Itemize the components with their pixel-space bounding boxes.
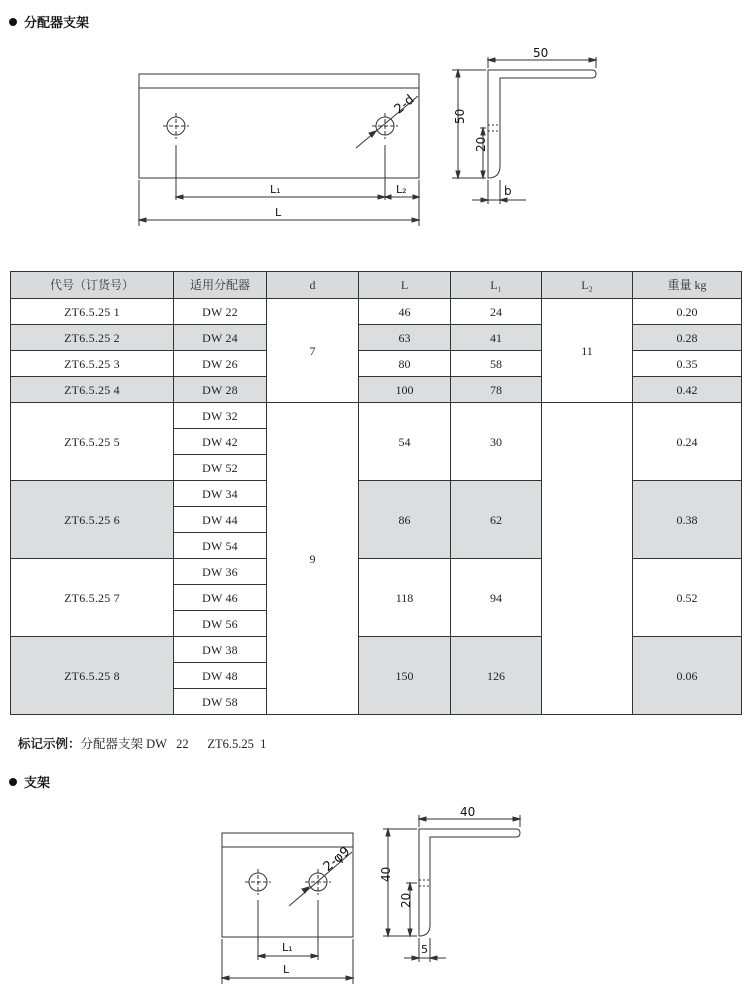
table-row xyxy=(11,559,742,585)
code-cell: ZT6.5.25 4 xyxy=(11,377,174,403)
l1-cell: 62 xyxy=(451,481,542,559)
model-cell: DW 44 xyxy=(174,507,267,533)
side-view-angle xyxy=(488,70,596,178)
weight-cell: 0.24 xyxy=(633,403,742,481)
section-heading-bracket xyxy=(9,12,89,31)
side-thickness-dim: b xyxy=(504,184,512,198)
model-cell: DW 42 xyxy=(174,429,267,455)
table-row xyxy=(11,377,742,403)
l-cell: 118 xyxy=(359,559,451,637)
code-cell: ZT6.5.25 2 xyxy=(11,325,174,351)
model-cell: DW 46 xyxy=(174,585,267,611)
side-height-dim: 40 xyxy=(379,866,393,882)
model-cell: DW 22 xyxy=(174,299,267,325)
header-l: L xyxy=(359,272,451,299)
model-cell: DW 58 xyxy=(174,689,267,715)
weight-cell: 0.42 xyxy=(633,377,742,403)
table-row xyxy=(11,299,742,325)
side-thickness-dim: 5 xyxy=(421,943,428,956)
d-cell: 9 xyxy=(267,403,359,715)
model-cell: DW 56 xyxy=(174,611,267,637)
table-header-row xyxy=(11,272,742,299)
header-model: 适用分配器 xyxy=(174,272,267,299)
header-l2: L₂ xyxy=(542,272,633,299)
model-cell: DW 52 xyxy=(174,455,267,481)
model-cell: DW 54 xyxy=(174,533,267,559)
dim-l2-label: L₂ xyxy=(396,183,407,196)
hole-label: 2-d xyxy=(391,92,418,118)
l1-cell: 24 xyxy=(451,299,542,325)
l-cell: 63 xyxy=(359,325,451,351)
code-cell: ZT6.5.25 3 xyxy=(11,351,174,377)
marking-text: 分配器支架 DW 22 ZT6.5.25 1 xyxy=(80,737,267,751)
model-cell: DW 48 xyxy=(174,663,267,689)
weight-cell: 0.52 xyxy=(633,559,742,637)
hole-label: 2-φ9 xyxy=(320,844,354,875)
section-heading-support xyxy=(9,772,50,791)
code-cell: ZT6.5.25 1 xyxy=(11,299,174,325)
l1-cell: 94 xyxy=(451,559,542,637)
header-l1: L₁ xyxy=(451,272,542,299)
weight-cell: 0.06 xyxy=(633,637,742,715)
model-cell: DW 36 xyxy=(174,559,267,585)
section-title: 支架 xyxy=(24,776,51,791)
side-view-angle xyxy=(419,829,520,936)
side-height-dim: 50 xyxy=(453,108,467,124)
model-cell: DW 28 xyxy=(174,377,267,403)
side-hole-dim: 20 xyxy=(474,136,488,152)
model-cell: DW 32 xyxy=(174,403,267,429)
l1-cell: 41 xyxy=(451,325,542,351)
marking-example xyxy=(18,734,266,752)
header-d: d xyxy=(267,272,359,299)
l-cell: 80 xyxy=(359,351,451,377)
dim-l-label: L xyxy=(283,963,290,976)
code-cell: ZT6.5.25 8 xyxy=(11,637,174,715)
side-hole-dim: 20 xyxy=(399,892,413,908)
weight-cell: 0.28 xyxy=(633,325,742,351)
section-title: 分配器支架 xyxy=(24,16,90,31)
table-row xyxy=(11,351,742,377)
l1-cell: 58 xyxy=(451,351,542,377)
model-cell: DW 34 xyxy=(174,481,267,507)
header-code: 代号（订货号） xyxy=(11,272,174,299)
dim-l1-label: L₁ xyxy=(282,941,293,954)
dim-l-label: L xyxy=(275,206,282,219)
table-row xyxy=(11,481,742,507)
code-cell: ZT6.5.25 7 xyxy=(11,559,174,637)
bullet-icon xyxy=(9,778,17,786)
marking-label: 标记示例： xyxy=(18,736,81,751)
bullet-icon xyxy=(9,18,17,26)
l-cell: 86 xyxy=(359,481,451,559)
front-view-plate xyxy=(222,833,353,937)
l1-cell: 78 xyxy=(451,377,542,403)
code-cell: ZT6.5.25 5 xyxy=(11,403,174,481)
bracket-drawing xyxy=(0,40,750,240)
model-cell: DW 38 xyxy=(174,637,267,663)
model-cell: DW 24 xyxy=(174,325,267,351)
weight-cell: 0.38 xyxy=(633,481,742,559)
d-cell: 7 xyxy=(267,299,359,403)
support-drawing xyxy=(0,800,750,998)
l-cell: 150 xyxy=(359,637,451,715)
code-cell: ZT6.5.25 6 xyxy=(11,481,174,559)
weight-cell: 0.35 xyxy=(633,351,742,377)
l-cell: 54 xyxy=(359,403,451,481)
side-top-dim: 40 xyxy=(460,805,476,819)
l1-cell: 30 xyxy=(451,403,542,481)
l2-cell: 11 xyxy=(542,299,633,403)
table-row xyxy=(11,325,742,351)
dim-l1-label: L₁ xyxy=(270,183,281,196)
l-cell: 46 xyxy=(359,299,451,325)
l2-empty-cell xyxy=(542,403,633,715)
weight-cell: 0.20 xyxy=(633,299,742,325)
table-row xyxy=(11,403,742,429)
l-cell: 100 xyxy=(359,377,451,403)
l1-cell: 126 xyxy=(451,637,542,715)
header-weight: 重量 kg xyxy=(633,272,742,299)
spec-table xyxy=(10,271,742,715)
table-row xyxy=(11,637,742,663)
model-cell: DW 26 xyxy=(174,351,267,377)
side-top-dim: 50 xyxy=(533,46,549,60)
